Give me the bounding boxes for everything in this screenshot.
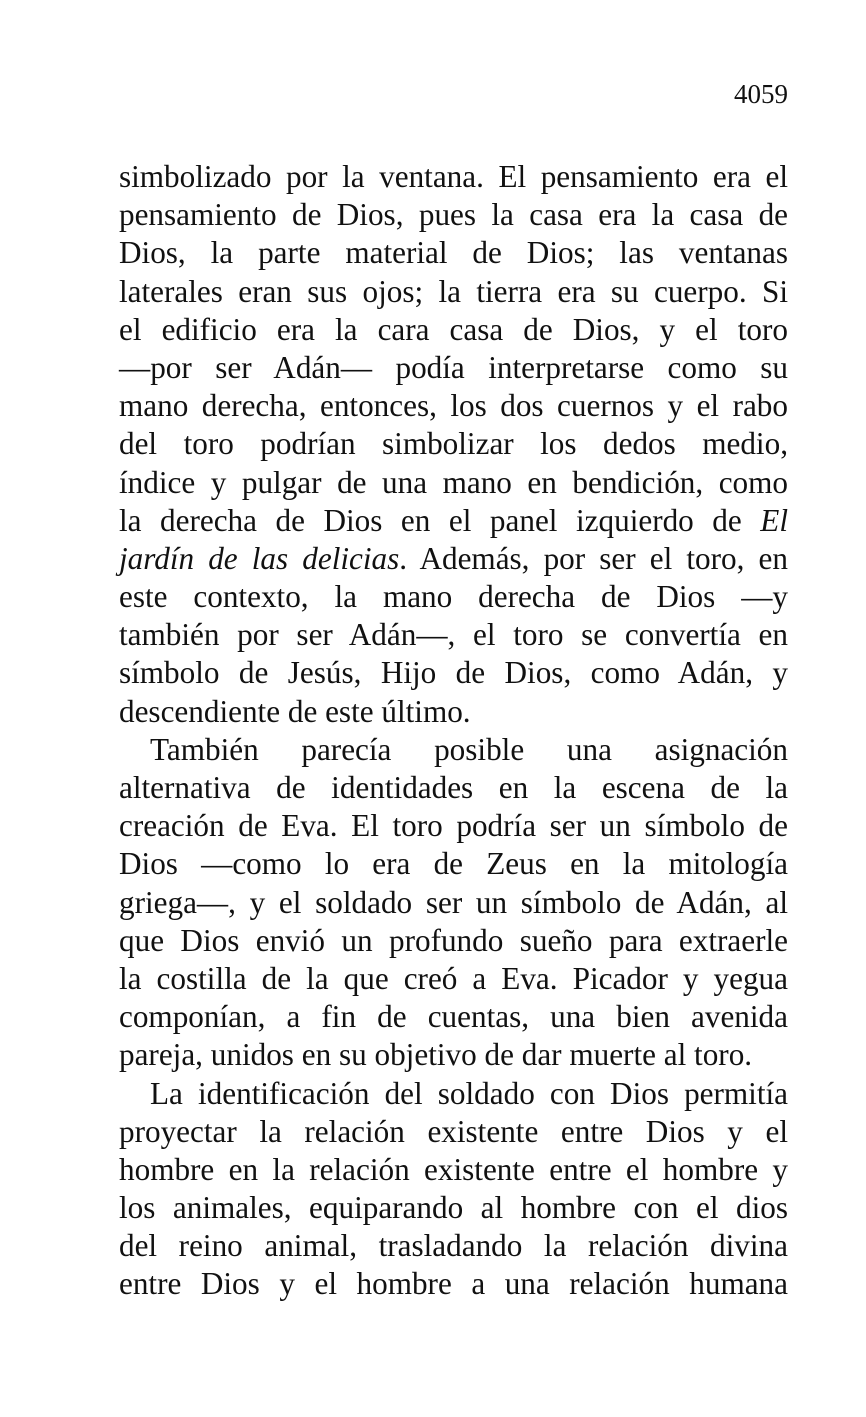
text-line: La identificación del soldado con Dios permitía	[150, 1075, 788, 1111]
text-line: que Dios envió un profundo sueño para extraerle	[119, 922, 788, 958]
text-line: símbolo de Jesús, Hijo de Dios, como Adán, y	[119, 655, 788, 691]
text-line: Dios, la parte material de Dios; las ventanas	[119, 235, 788, 271]
text-line	[119, 540, 788, 578]
text-line: —por ser Adán— podía interpretarse como su	[119, 349, 788, 385]
text-line: pensamiento de Dios, pues la casa era la casa de	[119, 197, 788, 233]
text-segment: . Además, por ser el toro, en	[399, 540, 788, 576]
text-line: descendiente de este último.	[119, 693, 471, 729]
text-line: laterales eran sus ojos; la tierra era su cuerpo. Si	[119, 273, 788, 309]
body-text	[119, 158, 788, 1304]
text-line: alternativa de identidades en la escena de la	[119, 770, 788, 805]
text-line: creación de Eva. El toro podría ser un símbolo de	[119, 808, 788, 844]
italic-title-start: El	[760, 502, 788, 538]
text-line: Dios —como lo era de Zeus en la mitología	[119, 846, 788, 882]
italic-title-end: jardín de las delicias	[119, 540, 400, 576]
text-line: componían, a fin de cuentas, una bien avenida	[119, 999, 788, 1035]
text-line	[119, 502, 788, 540]
text-line: pareja, unidos en su objetivo de dar muerte al toro.	[119, 1037, 753, 1073]
text-segment: la derecha de Dios en el panel izquierdo de	[119, 502, 742, 538]
text-line: la costilla de la que creó a Eva. Picador y yegua	[119, 960, 788, 996]
text-line: índice y pulgar de una mano en bendición, como	[119, 464, 788, 500]
text-line: mano derecha, entonces, los dos cuernos y el rabo	[119, 388, 788, 424]
text-line: del toro podrían simbolizar los dedos medio,	[119, 426, 788, 462]
text-line: simbolizado por la ventana. El pensamiento era el	[119, 159, 788, 194]
text-line: proyectar la relación existente entre Dios y el	[119, 1113, 788, 1149]
text-line: También parecía posible una asignación	[150, 731, 788, 767]
text-line: este contexto, la mano derecha de Dios —y	[119, 579, 788, 615]
text-line: el edificio era la cara casa de Dios, y el toro	[119, 311, 788, 347]
text-line: también por ser Adán—, el toro se convertía en	[119, 617, 788, 653]
text-line: del reino animal, trasladando la relación divina	[119, 1228, 788, 1264]
text-line: los animales, equiparando al hombre con el dios	[119, 1190, 788, 1226]
text-line: entre Dios y el hombre a una relación humana	[119, 1266, 788, 1302]
page-number: 4059	[734, 79, 788, 109]
text-line: hombre en la relación existente entre el hombre y	[119, 1151, 788, 1187]
text-line: griega—, y el soldado ser un símbolo de Adán, al	[119, 884, 788, 920]
